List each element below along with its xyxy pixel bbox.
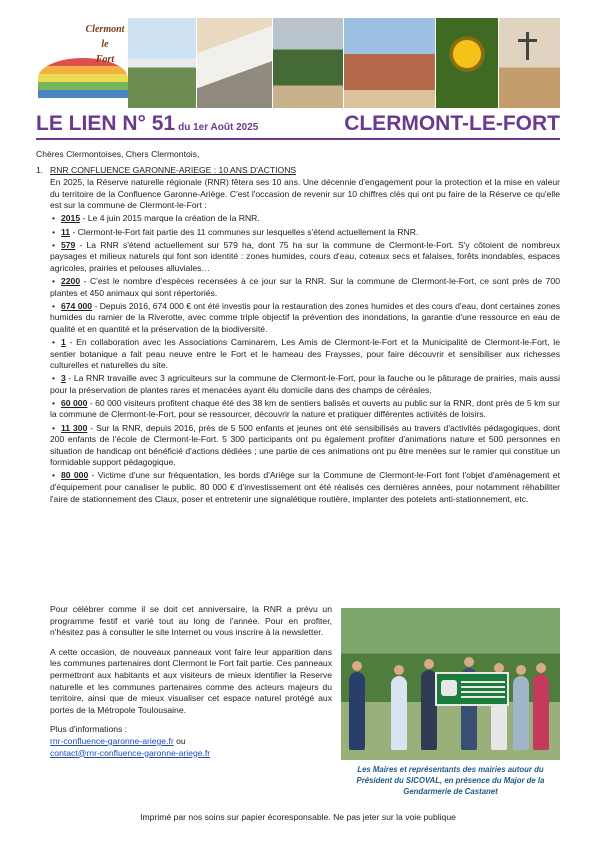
website-link[interactable]: rnr-confluence-garonne-ariege.fr [50, 735, 174, 746]
key-figure-item [50, 227, 560, 239]
key-figure-number: 2015 [61, 213, 81, 224]
key-figure-text: - La RNR s'étend actuellement sur 579 ha, dont 75 ha sur la commune de Clermont-le-Fort. S'y côtoient de nombreux paysages et milieux naturels qui font son identité : zones humides, cours d'eau, coteaux secs et falaises, forêts inondables, espaces agricoles, prairies et pelouses alluviales… [50, 239, 560, 273]
link-separator: ou [173, 735, 186, 746]
banner-photo-church [344, 18, 435, 108]
logo-line: Clermont [85, 24, 125, 35]
more-info [50, 724, 332, 759]
photo-caption: Les Maires et représentants des mairies autour du Président du SICOVAL, en présence du Major de la Gendarmerie de Castanet [356, 765, 545, 796]
cross-icon [526, 32, 529, 60]
commune-name: CLERMONT-LE-FORT [344, 112, 560, 135]
key-figure-number: 11 [61, 226, 71, 237]
section-number: 1. [36, 164, 44, 175]
person-figure [349, 672, 365, 750]
key-figure-text: - C'est le nombre d'espèces recensées à ce jour sur la RNR. Sur la commune de Clermont-le-Fort, ce sont près de 700 plantes et 450 animaux qui sont répertoriés. [50, 275, 560, 298]
key-figure-text: - 60 000 visiteurs profitent chaque été des 38 km de sentiers balisés et ouverts au public sur la RNR, dont près de 5 km sur la commune de Clermont-le-Fort, pour se ressourcer, découvrir la nature et pratiquer différentes activités de loisirs. [50, 397, 560, 420]
banner-photo-mountains [128, 18, 195, 108]
key-figure-item [50, 398, 560, 421]
section-intro: En 2025, la Réserve naturelle régionale (RNR) fêtera ses 10 ans. Une décennie d'engagement pour la protection et la mise en valeur du territoire de la Confluence Garonne-Ariège. C'est l'occasion de revenir sur 10 chiffres clés qui ont pu faire de la Réserve ce qu'elle est sur la commune de Clermont-le-Fort : [50, 177, 560, 211]
key-figure-text: - La RNR travaille avec 3 agriculteurs sur la commune de Clermont-le-Fort, pour la fauche ou le pâturage de prairies, mais aussi pour la préservation de plantes rares et menacées ayant élu domicile dans des champs de céréales. [50, 373, 560, 395]
person-figure [513, 676, 529, 750]
key-figure-number: 579 [61, 239, 76, 250]
reserve-logo-icon [441, 680, 457, 696]
banner-photo-cross [499, 18, 561, 108]
issue-date: du 1er Août 2025 [178, 122, 259, 133]
email-links [50, 748, 332, 760]
lower-text [50, 604, 332, 759]
bullet-dot: • [52, 470, 56, 481]
key-figures-list [36, 213, 560, 505]
key-figure-number: 80 000 [61, 470, 89, 481]
key-figure-item [50, 337, 560, 372]
key-figure-item [50, 423, 560, 469]
bullet-dot: • [52, 336, 56, 347]
salutation: Chères Clermontoises, Chers Clermontois, [36, 149, 200, 159]
key-figure-item [50, 301, 560, 336]
key-figure-text: - Le 4 juin 2015 marque la création de la RNR. [80, 213, 260, 224]
key-figure-item [50, 276, 560, 299]
person-figure [533, 674, 549, 750]
banner-photo-sunflowers [436, 18, 498, 108]
info-label: Plus d'informations : [50, 724, 128, 735]
section-title: RNR CONFLUENCE GARONNE-ARIEGE : 10 ANS D'ACTIONS [50, 164, 297, 175]
bullet-dot: • [52, 213, 56, 224]
logo-line: le [101, 39, 109, 50]
newsletter-title [36, 112, 258, 136]
header-banner [36, 18, 560, 108]
panels-paragraph: A cette occasion, de nouveaux panneaux vont faire leur apparition dans les communes partenaires dont Clermont le Fort fait partie. Ces panneaux permettront aux habitants et aux visiteurs de mieux identifier la Reserve naturelle et les communes partenaires comme des acteurs majeurs du territoire, ainsi que de mieux visualiser cet espace naturel protégé aux portes de la Métropole Toulousaine. [50, 646, 332, 715]
bullet-dot: • [52, 397, 56, 408]
section-heading [36, 165, 560, 177]
key-figure-item [50, 373, 560, 396]
key-figure-text: - En collaboration avec les Associations Caminarem, Les Amis de Clermont-le-Fort et la Municipalité de Clermont-le-Fort, le sentier botanique a fait peau neuve entre le Fort et le hameau des Fraysses, pour faire découvrir et sensibiliser aux richesses culturelles et naturelles du site. [50, 336, 560, 371]
key-figure-item [50, 470, 560, 505]
key-figure-item [50, 240, 560, 275]
key-figure-number: 11 300 [61, 422, 88, 433]
bullet-dot: • [52, 373, 56, 384]
key-figure-item [50, 213, 560, 225]
sign-text-lines [461, 681, 505, 699]
key-figure-text: - Victime d'une sur fréquentation, les bords d'Ariège sur la Commune de Clermont-le-Fort font l'objet d'aménagement et d'équipement pour canaliser le public. 80 000 € d'investissement ont été réalisés ces dernières années, pour notamment réhabiliter l'aire de stationnement des Claux, poser et entretenir une signalétique routière, implanter des potelets anti-stationnement, etc. [50, 470, 560, 504]
logo-line: Fort [95, 54, 115, 65]
footer-note: Imprimé par nos soins sur papier écoresponsable. Ne pas jeter sur la voie publique [140, 812, 456, 822]
key-figure-number: 3 [61, 373, 66, 384]
group-photo [341, 608, 560, 760]
issue-title: LE LIEN N° 51 [36, 112, 176, 135]
banner-photo-village [273, 18, 342, 108]
key-figure-text: - Sur la RNR, depuis 2016, près de 5 500 enfants et jeunes ont été sensibilisés au travers d'activités pédagogiques, dont 200 enfants de l'école de Clermont-le-Fort. 5 300 participants ont pu également profiter d'animations nature et 500 personnes en situation de handicap ont bénéficié d'actions dédiées ; une partie de ces animations ont pu être menées sur le ramier qui constitue un formidable support pédagogique. [50, 422, 560, 468]
bullet-dot: • [52, 422, 56, 433]
celebration-paragraph: Pour célébrer comme il se doit cet anniversaire, la RNR a prévu un programme festif et varié tout au long de l'année. Pour en profiter, n'hésitez pas à consulter le site Internet ou vous inscrire à la newsletter. [50, 604, 332, 638]
reserve-sign [435, 672, 509, 706]
info-links [50, 736, 332, 748]
article-content [36, 149, 560, 505]
key-figure-text: - Depuis 2016, 674 000 € ont été investis pour la restauration des zones humides et des cours d'eau, dont certaines zones humides du ramier de la Riverotte, avec comme triple objectif la prévention des inondations, la garantie d'une ressource en eau de qualité et en quantité et la préservation de la biodiversité. [50, 300, 560, 334]
bullet-dot: • [52, 300, 56, 311]
person-figure [391, 676, 407, 750]
key-figure-number: 60 000 [61, 397, 88, 408]
key-figure-text: - Clermont-le-Fort fait partie des 11 communes sur lesquelles s'étend actuellement la RNR. [70, 226, 419, 237]
title-bar [36, 110, 560, 140]
key-figure-number: 2200 [61, 275, 81, 286]
email-link[interactable]: contact@rnr-confluence-garonne-ariege.fr [50, 747, 211, 758]
banner-photo-fort [197, 18, 272, 108]
bullet-dot: • [52, 226, 56, 237]
bullet-dot: • [52, 239, 56, 250]
village-logo [36, 18, 127, 108]
key-figure-number: 674 000 [61, 300, 93, 311]
logo-text [82, 22, 128, 67]
key-figure-number: 1 [61, 336, 66, 347]
bullet-dot: • [52, 275, 56, 286]
